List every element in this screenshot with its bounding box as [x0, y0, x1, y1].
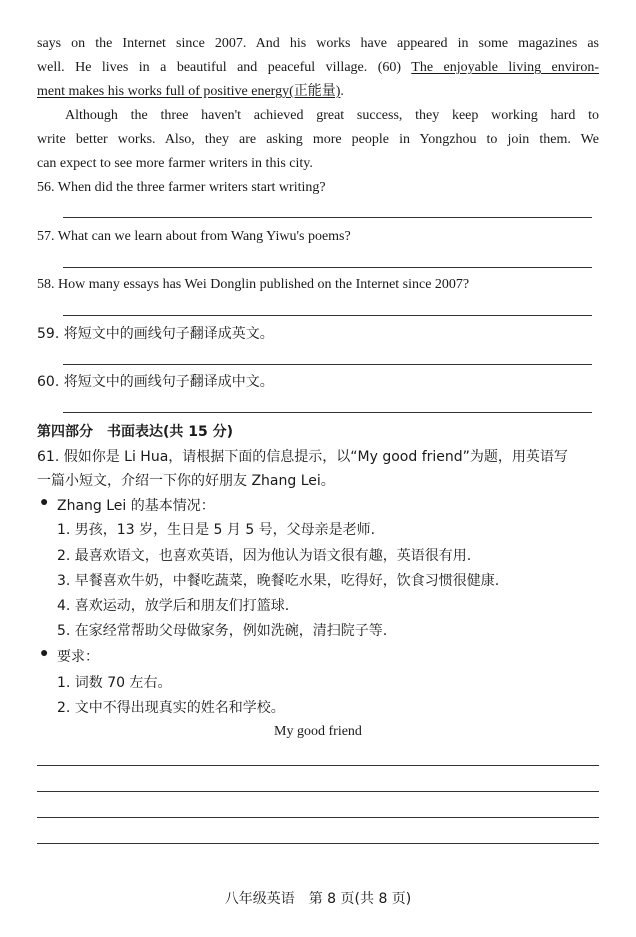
part4-heading: 第四部分 书面表达(共 15 分) [37, 424, 234, 440]
answer-line-56[interactable] [63, 217, 592, 218]
question-60: 60. 将短文中的画线句子翻译成中文。 [37, 374, 274, 390]
question-59: 59. 将短文中的画线句子翻译成英文。 [37, 326, 274, 342]
requirement-2: 2. 文中不得出现真实的姓名和学校。 [57, 700, 285, 716]
underlined-sentence-part-2: ment makes his works full of positive energy(正能量) [37, 84, 341, 99]
answer-line-57[interactable] [63, 267, 592, 268]
passage-p2-line-3: can expect to see more farmer writers in this city. [37, 156, 313, 171]
essay-title: My good friend [274, 724, 362, 739]
info-item-4: 4. 喜欢运动，放学后和朋友们打篮球. [57, 598, 290, 614]
question-61-line-2: 一篇小短文，介绍一下你的好朋友 Zhang Lei。 [37, 473, 335, 489]
info-title: Zhang Lei 的基本情况： [57, 498, 215, 514]
info-item-3: 3. 早餐喜欢牛奶，中餐吃蔬菜，晚餐吃水果，吃得好，饮食习惯很健康. [57, 573, 500, 589]
writing-line[interactable] [37, 843, 599, 844]
passage-line-2-text: well. He lives in a beautiful and peaceful village. (60) [37, 60, 402, 75]
passage-p2-line-2: write better works. Also, they are asking more people in Yongzhou to join them. We [37, 132, 599, 147]
passage-line-3 [37, 83, 599, 101]
underlined-sentence-part-1: The enjoyable living environ- [411, 60, 599, 75]
question-57: 57. What can we learn about from Wang Yiwu's poems? [37, 229, 351, 244]
question-58: 58. How many essays has Wei Donglin published on the Internet since 2007? [37, 277, 470, 292]
bullet-icon: ● [40, 495, 49, 510]
requirements-title: 要求： [57, 649, 99, 665]
passage-p2-line-1: Although the three haven't achieved great success, they keep working hard to [65, 108, 599, 123]
passage-line-3-end: . [340, 84, 344, 99]
info-item-1: 1. 男孩，13 岁，生日是 5 月 5 号，父母亲是老师. [57, 522, 376, 538]
info-item-5: 5. 在家经常帮助父母做家务，例如洗碗，清扫院子等. [57, 623, 388, 639]
answer-line-60[interactable] [63, 412, 592, 413]
info-item-2: 2. 最喜欢语文，也喜欢英语，因为他认为语文很有趣，英语很有用. [57, 548, 472, 564]
page-footer: 八年级英语 第 8 页(共 8 页) [224, 891, 412, 907]
answer-line-59[interactable] [63, 364, 592, 365]
writing-line[interactable] [37, 765, 599, 766]
answer-line-58[interactable] [63, 315, 592, 316]
requirement-1: 1. 词数 70 左右。 [57, 675, 172, 691]
bullet-icon: ● [40, 646, 49, 661]
question-61-line-1: 61. 假如你是 Li Hua，请根据下面的信息提示，以“My good friend”为题，用英语写 [37, 449, 568, 465]
question-56: 56. When did the three farmer writers start writing? [37, 180, 326, 195]
passage-line-2 [37, 59, 599, 77]
writing-line[interactable] [37, 791, 599, 792]
passage-line-1: says on the Internet since 2007. And his works have appeared in some magazines as [37, 36, 599, 51]
writing-line[interactable] [37, 817, 599, 818]
